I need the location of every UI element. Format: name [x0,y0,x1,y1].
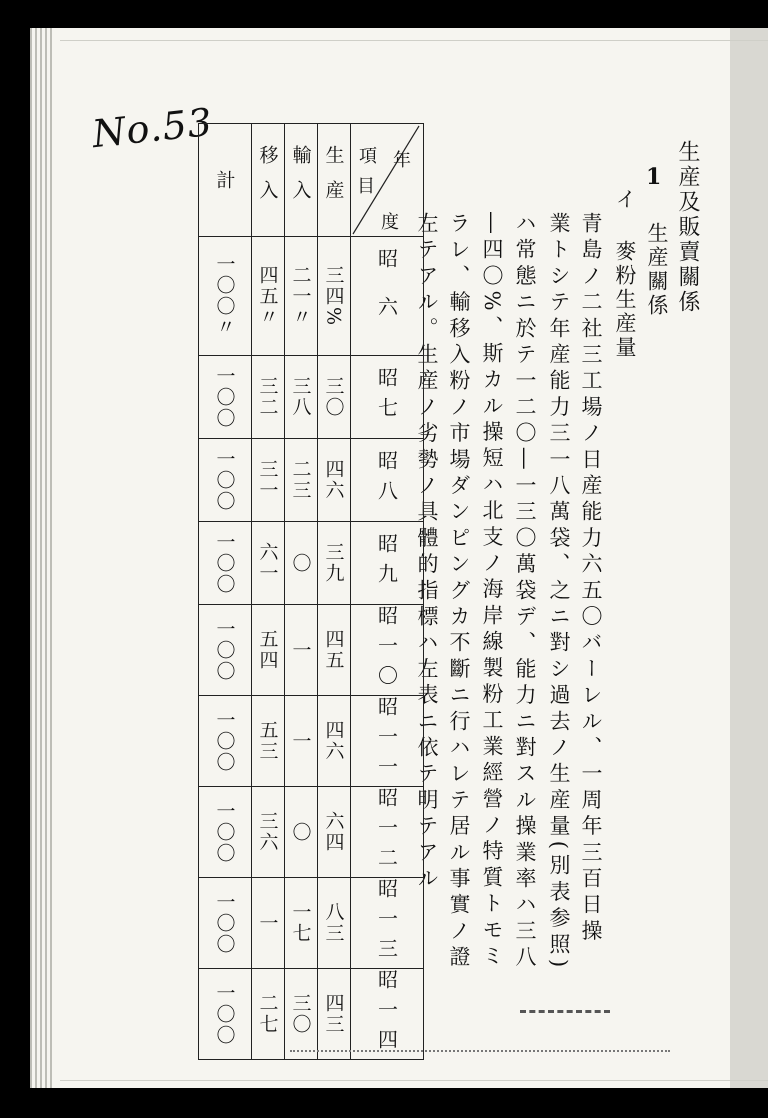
table-cell: 六一 [256,542,279,584]
section-heading: 生産及販賣關係 [675,140,700,315]
table-cell: 三一 [256,459,279,501]
table-row [199,439,424,522]
table-cell: 一〇〇 [213,618,236,682]
row-label: 移入 [256,145,279,215]
table-cell: 三〇 [322,376,345,418]
scan-line [60,1080,768,1081]
table-row [199,878,424,969]
table-cell: 一 [289,730,312,752]
table-cell: 三八 [289,376,312,418]
year-cell: 昭一三 [374,878,399,968]
table-cell: 四三 [322,993,345,1035]
body-text-column: ラレ、輸移入粉ノ市場ダンピングカ不斷ニ行ハレテ居ル事實ノ證 [447,212,471,972]
table-cell: 四六 [322,459,345,501]
table-cell: 八三 [322,902,345,944]
table-cell: 一 [289,639,312,661]
table-row [199,696,424,787]
year-cell: 昭八 [374,450,399,510]
table-cell: 三九 [322,542,345,584]
table-cell: 一七 [289,902,312,944]
page-footer-dots [290,1050,670,1058]
body-text-column: ―四〇%、斯カル操短ハ北支ノ海岸線製粉工業經營ノ特質トモミ [480,212,504,971]
table-cell: 三六 [256,811,279,853]
page-edge [730,28,768,1088]
year-cell: 昭一二 [374,787,399,877]
table-row [199,237,424,356]
table-cell: 〇 [289,552,312,574]
table-cell: 一〇〇 [213,800,236,864]
body-text-column: 左テアル。生産ノ劣勢ノ具體的指標ハ左表ニ依テ明テアル [415,212,439,894]
table-cell: 三〇 [289,993,312,1035]
binding-edge [30,28,52,1088]
item-title: 麥粉生産量 [613,240,637,360]
section-number: 1 [646,164,662,190]
table-cell: 三二 [256,376,279,418]
table-cell: 二一〃 [289,264,312,328]
data-table [198,123,424,1060]
table-cell: 五四 [256,629,279,671]
table-cell: 〇 [289,821,312,843]
header-do: 度 [381,212,399,233]
table-cell: 一〇〇 [213,448,236,512]
year-cell: 昭一〇 [374,605,399,695]
body-text-column: 業トシテ年産能力三一八萬袋、之ニ對シ過去ノ生産量(別表参照) [547,212,571,973]
table-cell: 二七 [256,993,279,1035]
table-cell: 二三 [289,459,312,501]
table-cell: 一〇〇 [213,365,236,429]
header-year: 年 [393,150,411,171]
body-text-column: ハ常態ニ於テ一二〇―一三〇萬袋デ、能力ニ對スル操業率ハ三八 [513,212,537,972]
year-cell: 昭七 [374,367,399,427]
handwritten-number: No.53 [90,99,215,157]
table-cell: 五三 [256,720,279,762]
table-cell: 四五〃 [256,264,279,328]
table-cell: 一〇〇 [213,531,236,595]
table-row [199,522,424,605]
table-cell: 六四 [322,811,345,853]
row-label: 計 [213,169,236,191]
table-cell: 一〇〇〃 [213,254,236,338]
table-row [199,969,424,1060]
table-cell: 一 [256,912,279,934]
table-cell: 一〇〇 [213,982,236,1046]
row-label: 生産 [322,145,345,215]
row-label: 輸入 [289,145,312,215]
table-cell: 三四% [322,264,345,328]
scan-line [60,40,768,41]
table-row [199,356,424,439]
table-cell: 一〇〇 [213,891,236,955]
header-mu: 目 [357,176,375,197]
year-cell: 昭六 [374,248,399,344]
table-row [199,605,424,696]
page-mark [520,1010,610,1013]
table-row [199,787,424,878]
year-cell: 昭九 [374,533,399,593]
table-corner-header [351,124,421,236]
table-cell: 一〇〇 [213,709,236,773]
subheading: 生産關係 [645,222,669,318]
table-cell: 四五 [322,629,345,671]
year-cell: 昭一一 [374,696,399,786]
header-item: 項 [359,146,377,167]
table-header-row [199,124,424,237]
body-text-column: 青島ノ二社三工場ノ日産能力六五〇バーレル、一周年三百日操 [579,212,603,946]
subsection-mark: イ [613,188,637,212]
table-cell: 四六 [322,720,345,762]
year-cell: 昭一四 [374,969,399,1059]
